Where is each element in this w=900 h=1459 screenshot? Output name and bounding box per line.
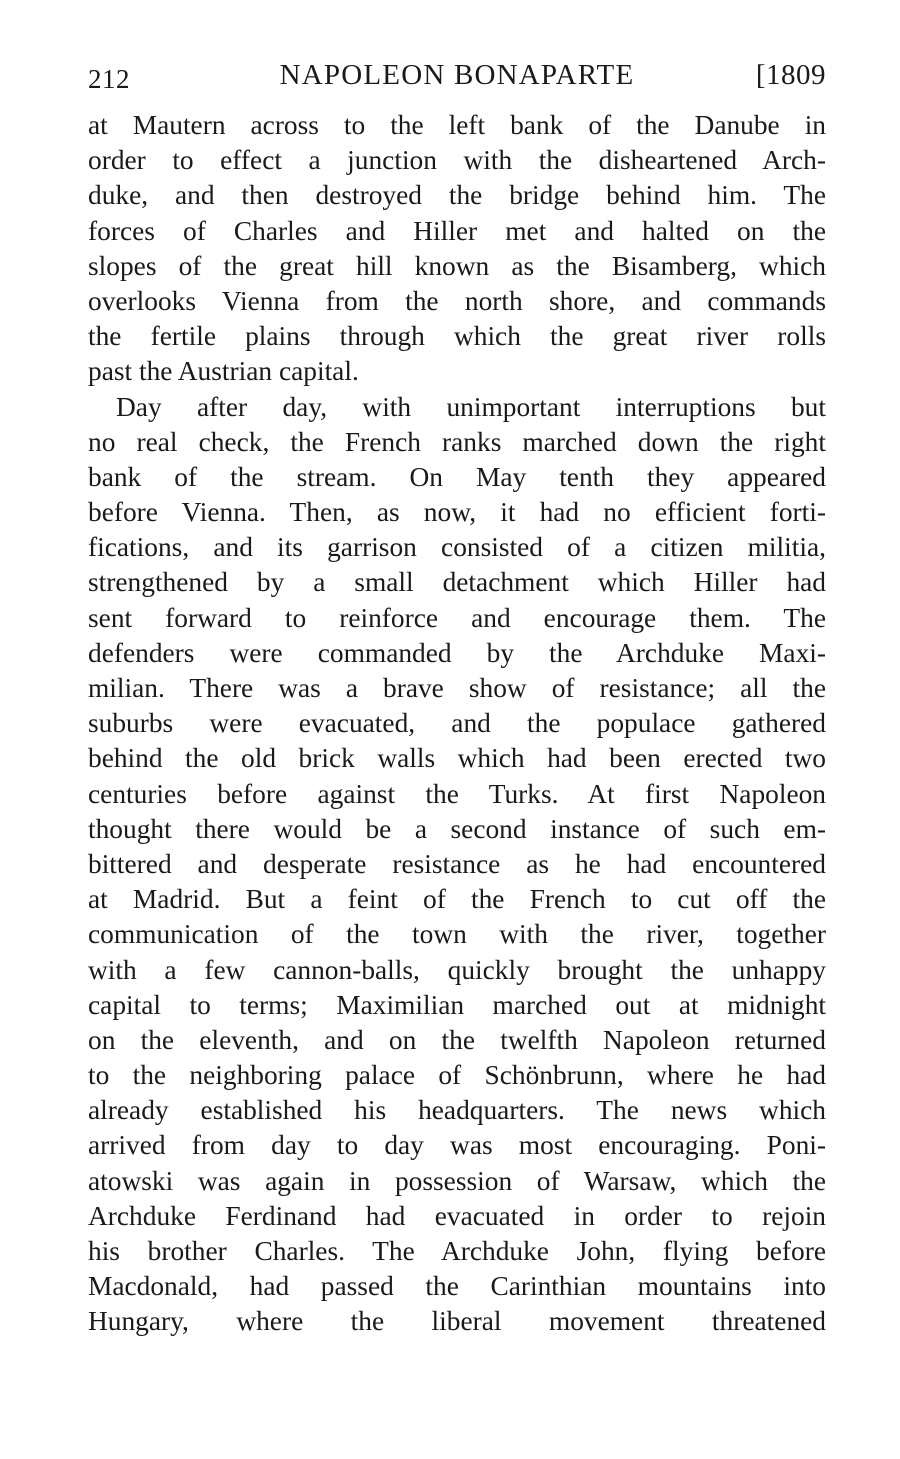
text-line: past the Austrian capital. [88, 356, 359, 387]
body-text [88, 108, 826, 1340]
text-line: to the neighboring palace of Schönbrunn, where he had [88, 1060, 826, 1091]
book-title: NAPOLEON BONAPARTE [279, 59, 635, 91]
text-line: with a few cannon-balls, quickly brought the unhappy [88, 954, 826, 985]
text-line: the fertile plains through which the great river rolls [88, 321, 826, 352]
text-line: Macdonald, had passed the Carinthian mountains into [88, 1271, 826, 1302]
text-line: behind the old brick walls which had been erected two [88, 743, 826, 774]
paragraph [88, 108, 826, 390]
text-line: on the eleventh, and on the twelfth Napoleon returned [88, 1024, 826, 1055]
text-line: forces of Charles and Hiller met and halted on the [88, 215, 826, 246]
running-head [88, 58, 826, 98]
text-line: already established his headquarters. The news which [88, 1095, 826, 1126]
text-line: before Vienna. Then, as now, it had no efficient forti- [88, 497, 826, 528]
text-line: bittered and desperate resistance as he had encountered [88, 848, 826, 879]
text-line: duke, and then destroyed the bridge behind him. The [88, 180, 826, 211]
text-line: thought there would be a second instance of such em- [88, 813, 826, 844]
book-page [88, 58, 826, 1340]
text-line: his brother Charles. The Archduke John, flying before [88, 1236, 826, 1266]
text-line: centuries before against the Turks. At first Napoleon [88, 778, 826, 809]
text-line: defenders were commanded by the Archduke Maxi- [88, 637, 826, 668]
text-line: slopes of the great hill known as the Bisamberg, which [88, 250, 826, 281]
text-line: overlooks Vienna from the north shore, and commands [88, 285, 826, 316]
text-line: at Madrid. But a feint of the French to cut off the [88, 884, 826, 915]
year-marker: [1809 [755, 59, 826, 91]
text-line: atowski was again in possession of Warsaw, which the [88, 1165, 826, 1196]
text-line: milian. There was a brave show of resistance; all the [88, 673, 826, 703]
text-line: sent forward to reinforce and encourage them. The [88, 602, 826, 633]
text-line: capital to terms; Maximilian marched out at midnight [88, 989, 826, 1020]
text-line: Archduke Ferdinand had evacuated in order to rejoin [88, 1200, 826, 1231]
page-number: 212 [88, 64, 130, 94]
text-line: order to effect a junction with the disheartened Arch- [88, 145, 826, 176]
text-line: bank of the stream. On May tenth they appeared [88, 461, 826, 492]
text-line: at Mautern across to the left bank of the Danube in [88, 110, 826, 140]
text-line: communication of the town with the river, together [88, 919, 826, 950]
text-line: arrived from day to day was most encouraging. Poni- [88, 1130, 826, 1161]
text-line: suburbs were evacuated, and the populace gathered [88, 708, 826, 739]
text-line: strengthened by a small detachment which Hiller had [88, 567, 826, 598]
text-line: Day after day, with unimportant interruptions but [116, 391, 826, 422]
text-line: fications, and its garrison consisted of a citizen militia, [88, 532, 826, 563]
text-line: no real check, the French ranks marched down the right [88, 426, 826, 457]
paragraph [88, 390, 826, 1340]
text-line: Hungary, where the liberal movement threatened [88, 1306, 826, 1337]
